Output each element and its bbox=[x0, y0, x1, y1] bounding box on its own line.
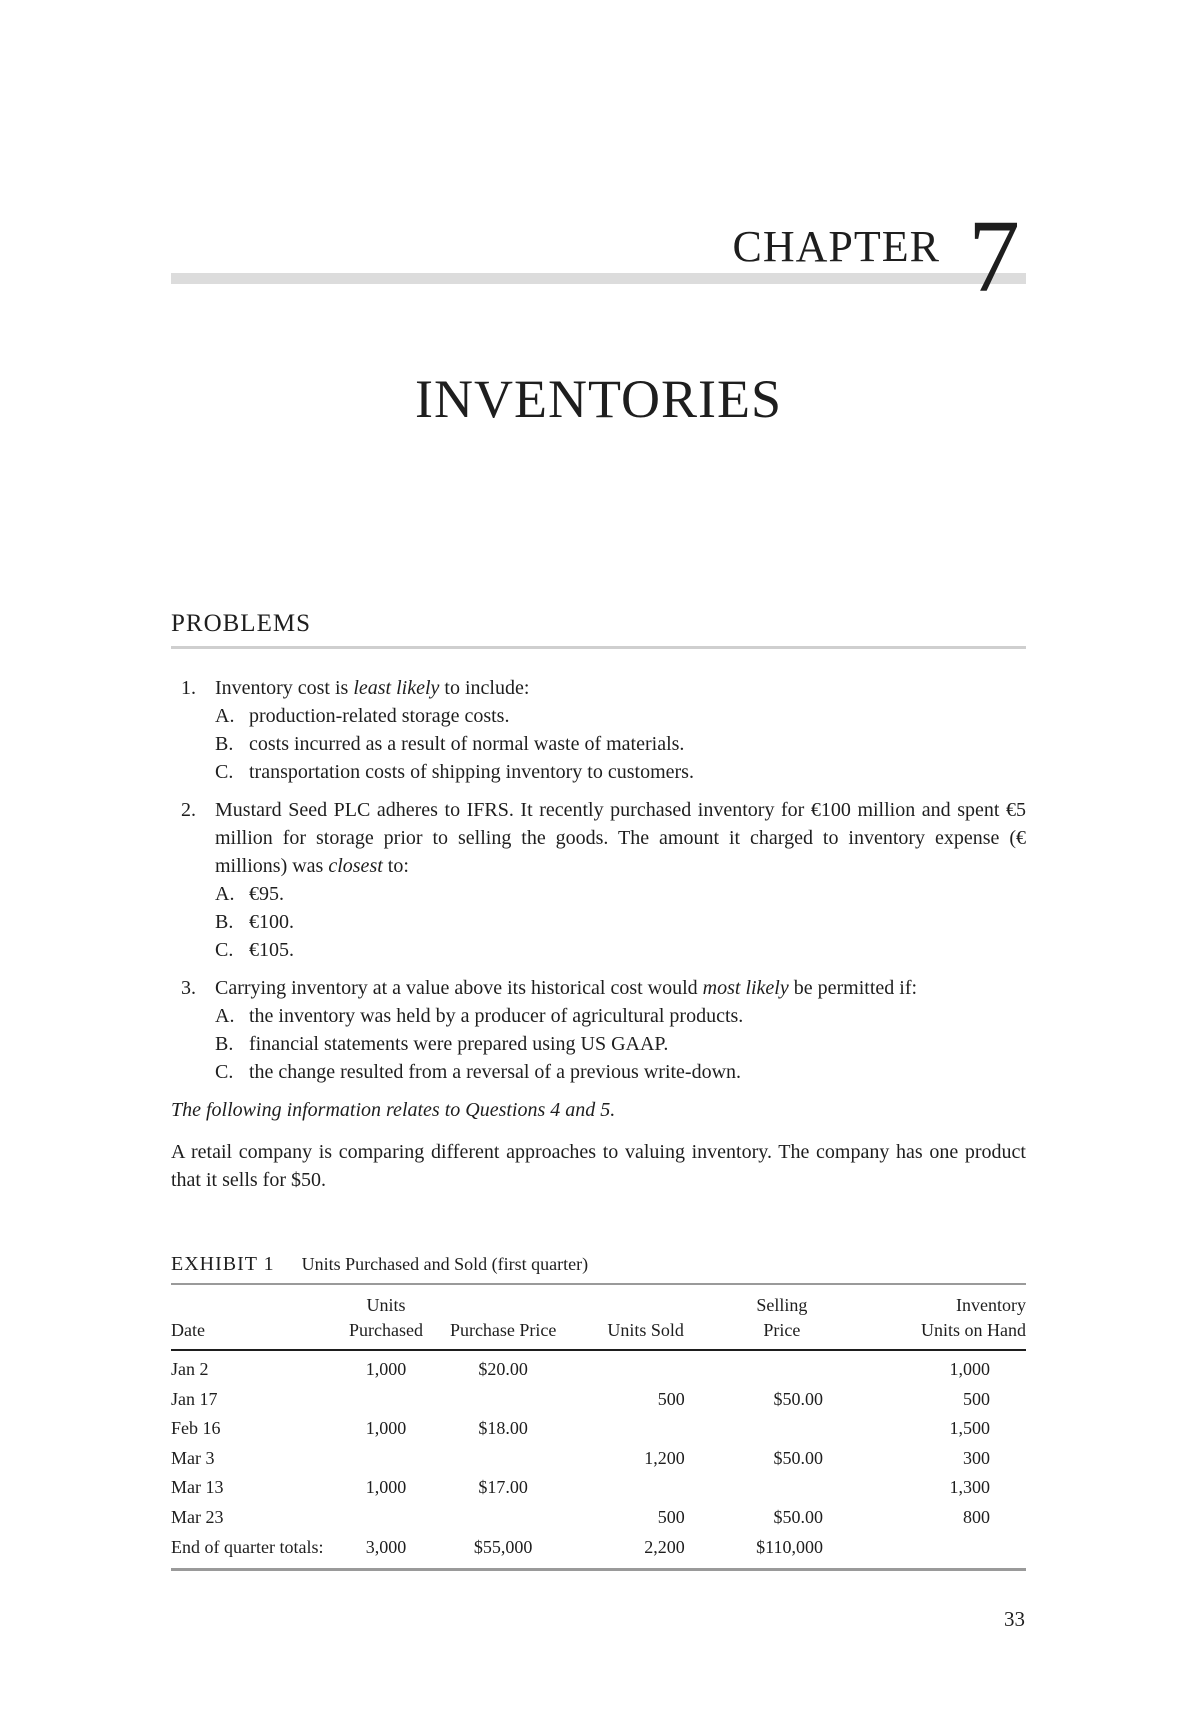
question-stem: Inventory cost is least likely to include: bbox=[215, 677, 530, 699]
question-3 bbox=[171, 974, 1026, 1086]
question-1 bbox=[171, 674, 1026, 786]
table-row: Mar 13 1,000 $17.00 1,300 bbox=[171, 1477, 990, 1498]
question-stem: Mustard Seed PLC adheres to IFRS. It recently purchased inventory for €100 million and spent €5 million for storage prior to selling the goods. The amount it charged to inventory expense (€ millions) was closest to: bbox=[215, 799, 1026, 877]
choice-c: C. €105. bbox=[215, 939, 294, 961]
question-number: 2. bbox=[181, 799, 196, 821]
exhibit-table bbox=[171, 1283, 1026, 1571]
page-number: 33 bbox=[1004, 1607, 1025, 1631]
choice-a: A. production-related storage costs. bbox=[215, 705, 510, 727]
exhibit-caption bbox=[171, 1250, 1026, 1278]
choice-b: B. costs incurred as a result of normal waste of materials. bbox=[215, 733, 685, 755]
header-purchase-price: Purchase Price bbox=[449, 1320, 557, 1340]
choice-c: C. the change resulted from a reversal of a previous write-down. bbox=[215, 1061, 742, 1083]
question-stem: Carrying inventory at a value above its historical cost would most likely be permitted if: bbox=[215, 977, 918, 999]
table-row: Feb 16 1,000 $18.00 1,500 bbox=[171, 1418, 990, 1439]
table-row: Jan 17 500 $50.00 500 bbox=[171, 1388, 990, 1409]
intro-note: The following information relates to Questions 4 and 5. bbox=[171, 1099, 616, 1121]
question-number: 3. bbox=[181, 977, 196, 999]
header-units-sold: Units Sold bbox=[607, 1320, 684, 1340]
chapter-rule bbox=[171, 273, 1026, 284]
section-heading: PROBLEMS bbox=[171, 610, 311, 637]
choice-c: C. transportation costs of shipping inventory to customers. bbox=[215, 761, 694, 783]
question-2 bbox=[171, 796, 1026, 964]
header-selling-price: Selling Price bbox=[756, 1295, 808, 1340]
choice-a: A. the inventory was held by a producer of agricultural products. bbox=[215, 1005, 744, 1027]
exhibit-title: Units Purchased and Sold (first quarter) bbox=[301, 1254, 589, 1274]
header-units-purchased: Units Purchased bbox=[349, 1295, 423, 1340]
table-header-row bbox=[171, 1284, 1026, 1350]
header-date: Date bbox=[171, 1320, 205, 1340]
choice-a: A. €95. bbox=[215, 883, 284, 905]
body-paragraph: A retail company is comparing different approaches to valuing inventory. The company has one product that it sells for $50. bbox=[171, 1141, 1026, 1191]
question-number: 1. bbox=[181, 677, 196, 699]
table-row: Mar 3 1,200 $50.00 300 bbox=[171, 1447, 990, 1468]
choice-b: B. €100. bbox=[215, 911, 294, 933]
header-inventory: Inventory Units on Hand bbox=[921, 1295, 1026, 1340]
section-rule bbox=[171, 646, 1026, 649]
table-totals-row: End of quarter totals: 3,000 $55,000 2,200 $110,000 bbox=[171, 1533, 1026, 1570]
chapter-title: INVENTORIES bbox=[415, 369, 782, 429]
table-row: Mar 23 500 $50.00 800 bbox=[171, 1506, 990, 1527]
exhibit-label: EXHIBIT 1 bbox=[171, 1253, 275, 1275]
chapter-header bbox=[171, 199, 1026, 314]
table-row: Jan 2 1,000 $20.00 1,000 bbox=[171, 1359, 990, 1379]
chapter-word: CHAPTER bbox=[732, 222, 940, 271]
choice-b: B. financial statements were prepared using US GAAP. bbox=[215, 1033, 669, 1055]
chapter-number: 7 bbox=[968, 199, 1020, 314]
questions-list bbox=[171, 674, 1026, 1210]
